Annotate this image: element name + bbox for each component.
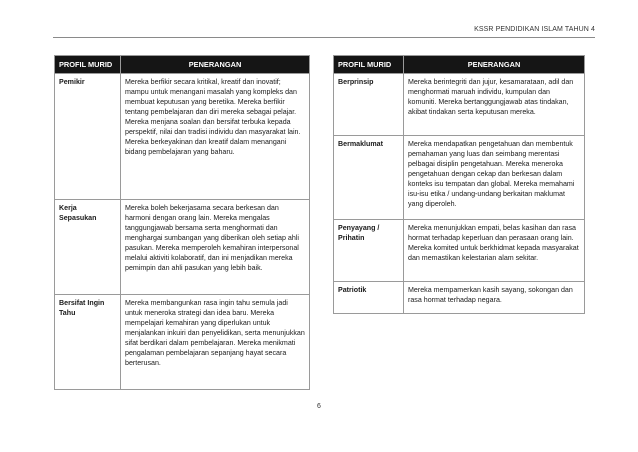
profil-description: Mereka berintegriti dan jujur, kesamarataan, adil dan menghormati maruah individu, kumpulan dan komuniti. Mereka bertanggungjawab atas tindakan, akibat tindakan serta keputusan mereka. — [404, 74, 585, 136]
column-header-penerangan: PENERANGAN — [121, 56, 310, 74]
column-header-profil: PROFIL MURID — [334, 56, 404, 74]
profil-name: Bersifat Ingin Tahu — [55, 295, 121, 390]
page-number: 6 — [317, 403, 321, 410]
table-header-row — [55, 56, 310, 74]
profil-description: Mereka boleh bekerjasama secara berkesan dan harmoni dengan orang lain. Mereka mengalas tanggungjawab bersama serta menghormati dan menghargai sumbangan yang diberikan oleh setiap ahli pasukan. Mereka memperoleh kemahiran interpersonal melalui aktiviti kolaboratif, dan ini menjadikan mereka pemimpin dan ahli pasukan yang lebih baik. — [121, 200, 310, 295]
profil-name: Bermaklumat — [334, 136, 404, 220]
table-header-row — [334, 56, 585, 74]
table-row — [55, 295, 310, 390]
profil-name: Kerja Sepasukan — [55, 200, 121, 295]
column-header-penerangan: PENERANGAN — [404, 56, 585, 74]
table-row — [334, 136, 585, 220]
document-header: KSSR PENDIDIKAN ISLAM TAHUN 4 — [474, 26, 595, 33]
profil-name: Penyayang / Prihatin — [334, 220, 404, 282]
table-row — [334, 220, 585, 282]
profil-description: Mereka berfikir secara kritikal, kreatif dan inovatif; mampu untuk menangani masalah yang kompleks dan membuat keputusan yang beretika. Mereka berfikir tentang pembelajaran dan diri mereka sebagai pelajar. Mereka menjana soalan dan bersifat terbuka kepada perspektif, nilai dan tradisi individu dan masyarakat lain. Mereka berkeyakinan dan kreatif dalam menangani bidang pembelajaran yang baharu. — [121, 74, 310, 200]
profil-description: Mereka membangunkan rasa ingin tahu semula jadi untuk meneroka strategi dan idea baru. Mereka mempelajari kemahiran yang diperlukan untuk menjalankan inkuiri dan penyelidikan, serta menunjukkan sifat berdikari dalam pembelajaran. Mereka menikmati pengalaman pembelajaran sepanjang hayat secara berterusan. — [121, 295, 310, 390]
profil-description: Mereka mempamerkan kasih sayang, sokongan dan rasa hormat terhadap negara. — [404, 282, 585, 314]
profil-table-left — [54, 55, 310, 390]
profil-name: Berprinsip — [334, 74, 404, 136]
table-row — [55, 200, 310, 295]
table-row — [334, 74, 585, 136]
header-divider — [53, 37, 595, 38]
table-row — [55, 74, 310, 200]
profil-table-right — [333, 55, 585, 314]
column-header-profil: PROFIL MURID — [55, 56, 121, 74]
profil-description: Mereka menunjukkan empati, belas kasihan dan rasa hormat terhadap keperluan dan perasaan orang lain. Mereka komited untuk berkhidmat kepada masyarakat dan memastikan kelestarian alam sekitar. — [404, 220, 585, 282]
profil-description: Mereka mendapatkan pengetahuan dan membentuk pemahaman yang luas dan seimbang merentasi pelbagai disiplin pengetahuan. Mereka meneroka pengetahuan dengan cekap dan berkesan dalam konteks isu tempatan dan global. Mereka memahami isu-isu etika / undang-undang berkaitan maklumat yang diperoleh. — [404, 136, 585, 220]
table-row — [334, 282, 585, 314]
profil-name: Pemikir — [55, 74, 121, 200]
profil-name: Patriotik — [334, 282, 404, 314]
